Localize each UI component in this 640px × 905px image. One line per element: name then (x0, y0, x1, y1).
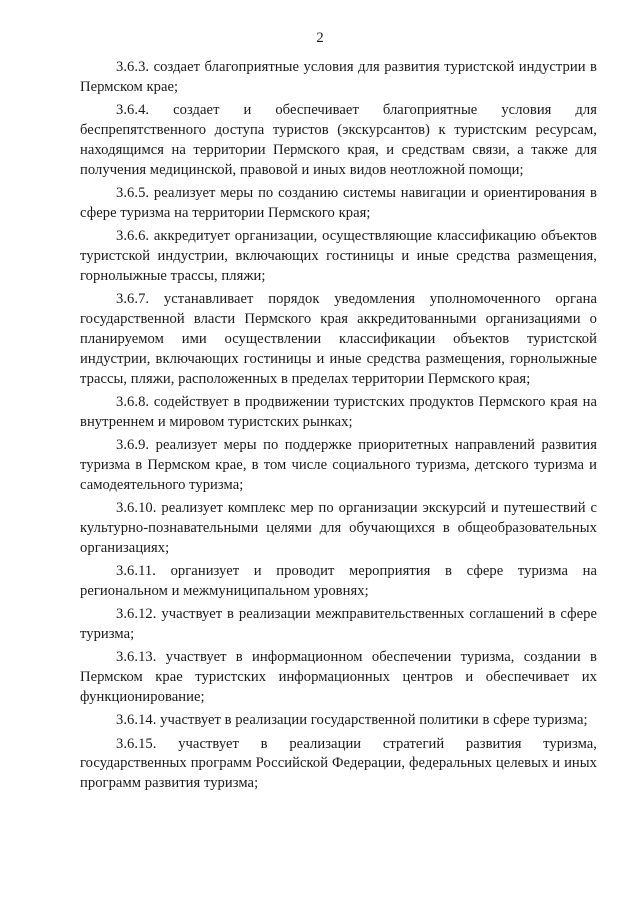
paragraph-3-6-11: 3.6.11. организует и проводит мероприятия в сфере туризма на региональном и межмуниципальном уровнях; (80, 563, 597, 600)
paragraph-3-6-10: 3.6.10. реализует комплекс мер по организации экскурсий и путешествий с культурно-познавательными целями для обучающихся в общеобразовательных организациях; (80, 500, 597, 556)
paragraph-3-6-13: 3.6.13. участвует в информационном обеспечении туризма, создании в Пермском крае туристских информационных центров и обеспечивает их функционирование; (80, 649, 597, 706)
page-number: 2 (316, 30, 324, 46)
paragraph-3-6-6: 3.6.6. аккредитует организации, осуществляющие классификацию объектов туристской индустрии, включающих гостиницы и иные средства размещения, горнолыжные трассы, пляжи; (80, 228, 597, 284)
paragraph-3-6-5: 3.6.5. реализует меры по созданию системы навигации и ориентирования в сфере туризма на территории Пермского края; (80, 185, 597, 221)
paragraph-3-6-4: 3.6.4. создает и обеспечивает благоприятные условия для беспрепятственного доступа туристов (экскурсантов) к туристским ресурсам, находящимся на территории Пермского края, и средствам связи, а также для получения медицинской, правовой и иных видов неотложной помощи; (80, 102, 597, 178)
paragraph-3-6-8: 3.6.8. содействует в продвижении туристских продуктов Пермского края на внутреннем и мировом туристских рынках; (80, 393, 597, 430)
paragraph-3-6-3: 3.6.3. создает благоприятные условия для развития туристской индустрии в Пермском крае; (80, 59, 597, 95)
paragraph-3-6-15: 3.6.15. участвует в реализации стратегий развития туризма, государственных программ Российской Федерации, федеральных целевых и иных программ развития туризма; (80, 735, 597, 792)
paragraph-3-6-14: 3.6.14. участвует в реализации государственной политики в сфере туризма; (116, 712, 588, 729)
paragraph-3-6-9: 3.6.9. реализует меры по поддержке приоритетных направлений развития туризма в Пермском крае, в том числе социального туризма, детского туризма и самодеятельного туризма; (80, 437, 597, 493)
paragraph-3-6-12: 3.6.12. участвует в реализации межправительственных соглашений в сфере туризма; (80, 606, 597, 643)
paragraph-3-6-7: 3.6.7. устанавливает порядок уведомления уполномоченного органа государственной власти Пермского края аккредитованными организациями о планируемом ими осуществлении классификации объектов туристской индустрии, включающих гостиницы и иные средства размещения, горнолыжные трассы, пляжи, расположенных в пределах территории Пермского края; (80, 291, 597, 387)
document-body (80, 58, 597, 794)
